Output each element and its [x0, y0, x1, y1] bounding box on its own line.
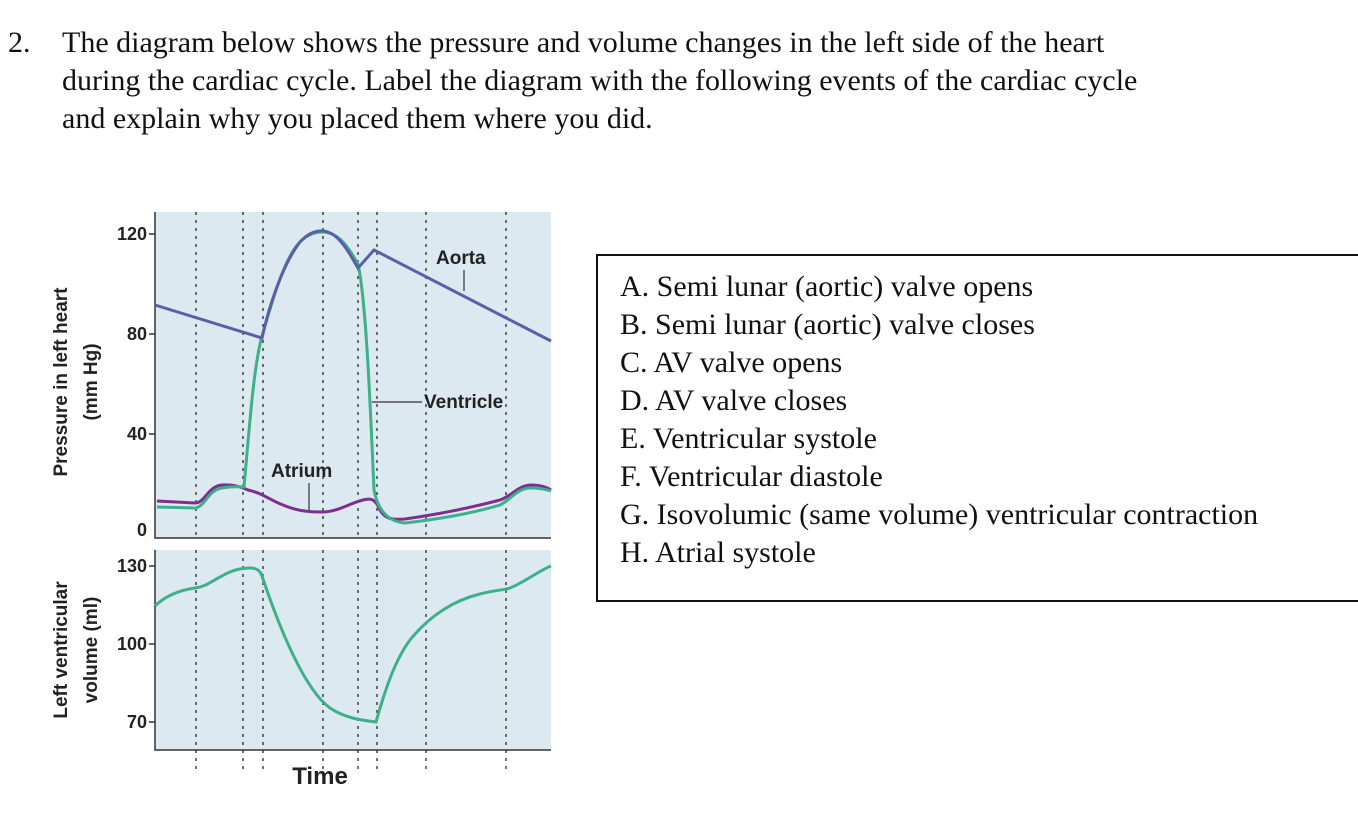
events-box: [596, 254, 1358, 602]
volume-ticks: [149, 566, 155, 722]
question-number: 2.: [8, 26, 31, 59]
event-item-a: A. Semi lunar (aortic) valve opens: [620, 270, 1034, 303]
event-item-h: H. Atrial systole: [620, 536, 816, 569]
volume-axis-title: [51, 581, 102, 719]
pressure-tick-120: 120: [116, 224, 147, 244]
ventricle-label: Ventricle: [424, 392, 504, 413]
pressure-tick-80: 80: [126, 324, 147, 344]
pressure-tick-0: 0: [136, 520, 147, 540]
question-line-3: and explain why you placed them where you did.: [62, 102, 653, 135]
volume-axis-title-line-2: volume (ml): [81, 596, 102, 704]
event-item-g: G. Isovolumic (same volume) ventricular contraction: [620, 498, 1259, 531]
event-item-e: E. Ventricular systole: [620, 422, 877, 455]
event-item-d: D. AV valve closes: [620, 384, 848, 417]
events-list: [620, 268, 1258, 572]
cardiac-cycle-diagram: [0, 0, 600, 814]
atrium-label: Atrium: [271, 461, 333, 482]
event-item-f: F. Ventricular diastole: [620, 460, 883, 493]
time-axis-label: Time: [292, 763, 348, 790]
aorta-label: Aorta: [436, 248, 486, 269]
event-item-b: B. Semi lunar (aortic) valve closes: [620, 308, 1035, 341]
volume-tick-100: 100: [116, 634, 147, 654]
volume-tick-70: 70: [126, 712, 147, 732]
pressure-axis-title: [51, 287, 102, 477]
pressure-tick-40: 40: [126, 424, 147, 444]
volume-tick-130: 130: [116, 556, 147, 576]
volume-axis-title-line-1: Left ventricular: [51, 581, 72, 719]
question-line-2: during the cardiac cycle. Label the diagram with the following events of the cardiac cycle: [62, 64, 1138, 97]
event-item-c: C. AV valve opens: [620, 346, 843, 379]
pressure-axis-title-line-2: (mm Hg): [81, 343, 102, 421]
question-line-1: The diagram below shows the pressure and volume changes in the left side of the heart: [62, 26, 1105, 59]
pressure-axis-title-line-1: Pressure in left heart: [51, 287, 72, 477]
pressure-ticks: [149, 234, 155, 434]
